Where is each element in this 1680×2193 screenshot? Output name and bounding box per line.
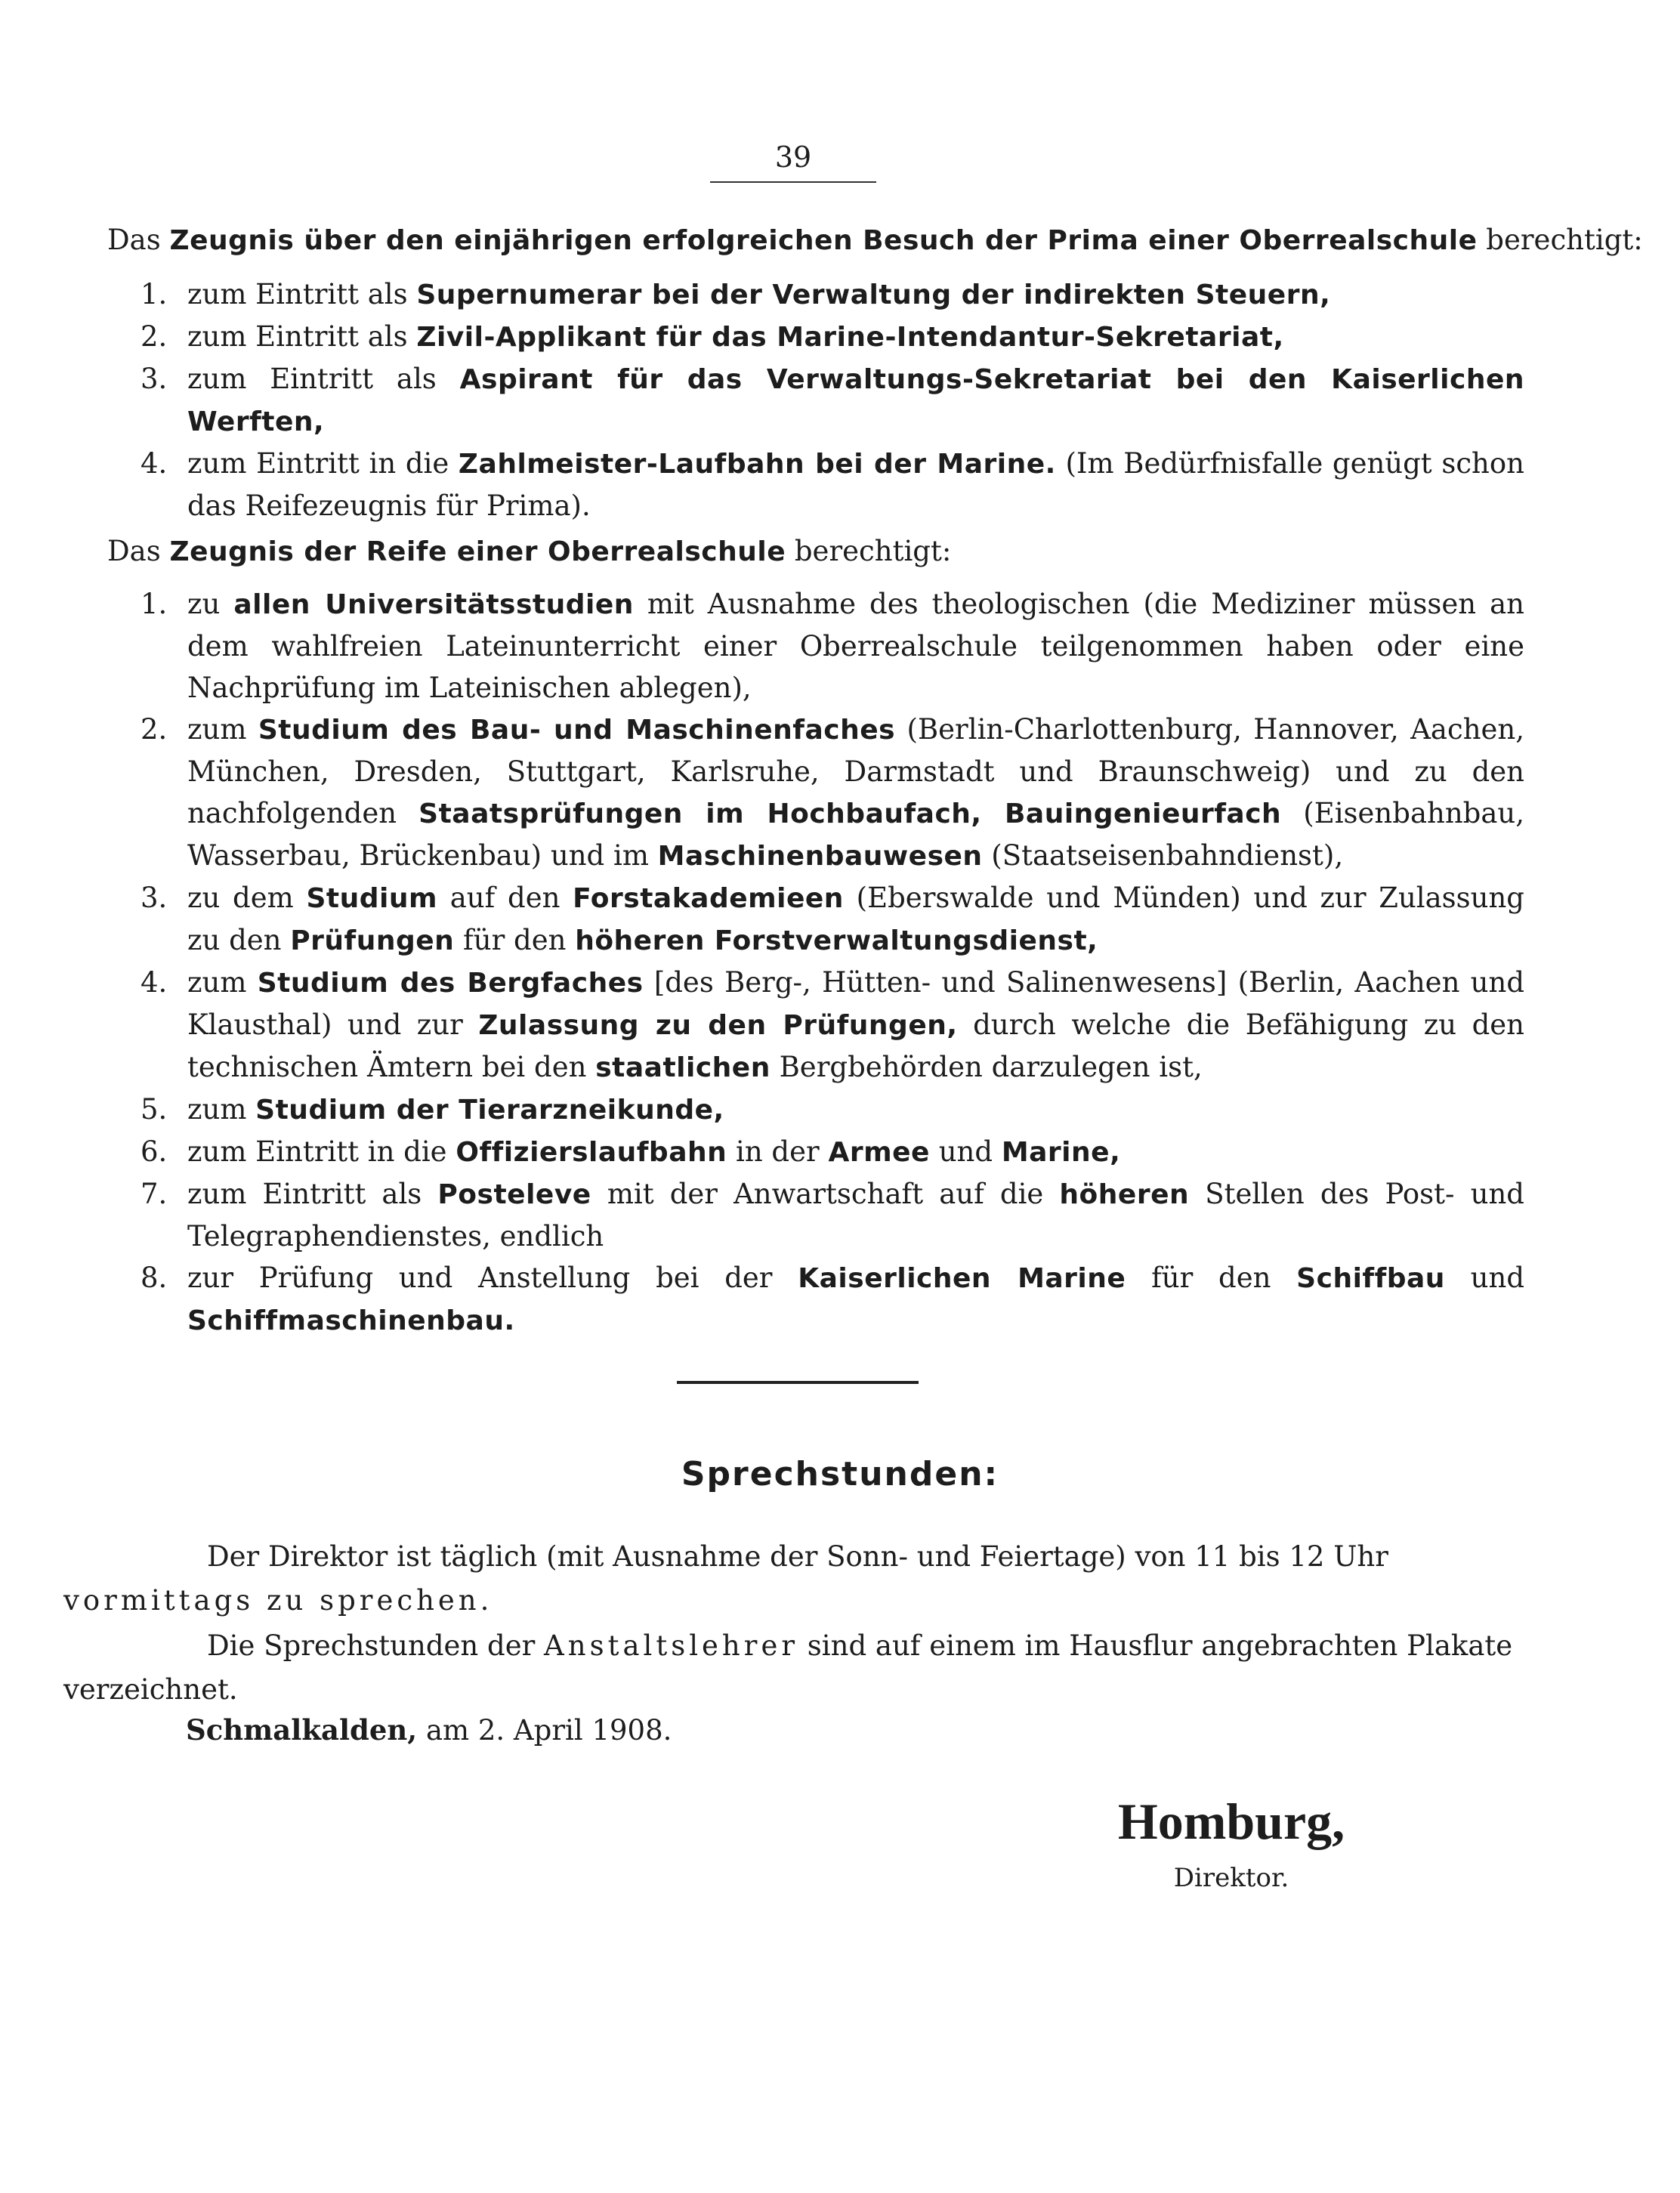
list-item [141, 1173, 1524, 1257]
list-item-text: (Eberswalde und Münden) und zur Zulassung zu den [187, 882, 1524, 956]
list-item-bold-text: Kaiserlichen Marine [798, 1263, 1126, 1294]
list-item-text: zum Eintritt als [187, 320, 417, 353]
list-item-text: mit der Anwartschaft auf die [591, 1178, 1060, 1210]
list-item-bold-text: höheren Forstverwaltungsdienst, [575, 925, 1098, 956]
list-item-bold-text: Studium [306, 883, 437, 914]
office-hours-heading: Sprechstunden: [681, 1455, 999, 1493]
section2-intro [107, 530, 1524, 573]
list-item-text: zum Eintritt als [187, 363, 460, 395]
list-item-number: 8. [141, 1262, 168, 1294]
list-item-text: Bergbehörden darzulegen ist, [770, 1051, 1203, 1083]
list-item-number: 4. [141, 447, 168, 480]
list-item-text: in der [727, 1135, 829, 1168]
list-item [141, 1131, 1524, 1173]
list-item-text: und [1444, 1262, 1525, 1294]
office-hours-text: Anstaltslehrer [544, 1629, 799, 1662]
page-number: 39 [710, 141, 876, 183]
list-item-text: für den [1126, 1262, 1297, 1294]
place-date [186, 1713, 672, 1747]
office-hours-paragraph-2 [63, 1624, 1524, 1712]
section1-intro [107, 219, 1643, 261]
list-item-number: 1. [141, 588, 168, 620]
office-hours-text: Die Sprechstunden der [207, 1629, 545, 1662]
office-hours-paragraph-1 [63, 1535, 1524, 1623]
list-item-text: (Berlin-Charlottenburg, Hannover, Aachen, München, Dresden, Stuttgart, Karlsruhe, Darmstadt und Braunschweig) und zu den nachfolgenden [187, 713, 1525, 829]
list-item-text: durch welche die Befähigung zu den technischen Ämtern bei den [187, 1008, 1525, 1083]
list-item [141, 709, 1524, 877]
section1-list [141, 273, 1524, 527]
signature-role: Direktor. [1173, 1863, 1289, 1893]
list-item-bold-text: Armee [828, 1137, 930, 1168]
list-item [141, 962, 1524, 1089]
list-item-number: 3. [141, 882, 168, 914]
intro-bold: Zeugnis der Reife einer Oberrealschule [169, 536, 786, 567]
list-item-bold-text: Offizierslaufbahn [456, 1137, 727, 1168]
list-item-text: zu dem [187, 882, 307, 914]
list-item-text: zum [187, 1093, 256, 1126]
list-item-text: auf den [437, 882, 573, 914]
list-item-text: (Eisenbahnbau, Wasserbau, Brückenbau) und im [187, 797, 1524, 872]
list-item-bold-text: Studium des Bau- und Maschinenfaches [258, 715, 896, 746]
list-item-bold-text: Posteleve [437, 1179, 591, 1210]
list-item-text: (Staatseisenbahndienst), [982, 839, 1344, 872]
list-item-bold-text: Staatsprüfungen im Hochbaufach, Bauingenieurfach [418, 798, 1282, 829]
section2-list [141, 583, 1524, 1342]
list-item-number: 7. [141, 1178, 168, 1210]
list-item-bold-text: Maschinenbauwesen [657, 841, 983, 872]
list-item [141, 443, 1524, 527]
list-item-text: (Im Bedürfnisfalle genügt schon das Reifezeugnis für Prima). [187, 447, 1524, 522]
list-item-text: Stellen des Post- und Telegraphendienstes, endlich [187, 1178, 1524, 1252]
list-item-text: zum Eintritt als [187, 278, 417, 310]
list-item-bold-text: Zahlmeister-Laufbahn bei der Marine. [458, 449, 1056, 480]
list-item [141, 358, 1524, 443]
list-item-number: 3. [141, 363, 168, 395]
list-item-bold-text: Studium des Bergfaches [257, 968, 644, 999]
list-item [141, 316, 1524, 358]
list-item-number: 5. [141, 1093, 168, 1126]
list-item [141, 877, 1524, 962]
list-item [141, 1257, 1524, 1342]
list-item-bold-text: Marine, [1001, 1137, 1121, 1168]
office-hours-text: Der Direktor ist täglich (mit Ausnahme der Sonn- und Feiertage) von 11 bis 12 Uhr [207, 1540, 1388, 1573]
office-hours-text: sind auf einem im Hausflur angebrachten Plakate verzeichnet. [63, 1629, 1513, 1706]
intro-pre: Das [107, 535, 170, 567]
list-item-number: 4. [141, 966, 168, 999]
list-item-bold-text: Schiffmaschinenbau. [187, 1305, 515, 1336]
list-item-text: zum Eintritt in die [187, 1135, 456, 1168]
list-item-number: 1. [141, 278, 168, 310]
list-item-text: mit Ausnahme des theologischen (die Mediziner müssen an dem wahlfreien Lateinunterricht einer Oberrealschule teilgenommen haben oder eine Nachprüfung im Lateinischen ablegen), [187, 588, 1524, 704]
list-item-text: zum [187, 966, 258, 999]
list-item-bold-text: höheren [1059, 1179, 1190, 1210]
list-item-text: zum Eintritt in die [187, 447, 459, 480]
list-item-bold-text: Forstakademieen [573, 883, 844, 914]
signature-name: Homburg, [1117, 1793, 1345, 1850]
list-item-bold-text: Aspirant für das Verwaltungs-Sekretariat bei den Kaiserlichen Werften, [187, 364, 1524, 437]
list-item-bold-text: Zivil-Applikant für das Marine-Intendantur-Sekretariat, [416, 322, 1284, 353]
intro-bold: Zeugnis über den einjährigen erfolgreichen Besuch der Prima einer Oberrealschule [169, 225, 1478, 256]
intro-post: berechtigt: [786, 535, 952, 567]
list-item [141, 1089, 1524, 1131]
list-item-bold-text: staatlichen [595, 1052, 771, 1083]
list-item-text: zum Eintritt als [187, 1178, 438, 1210]
office-hours-text: vormittags zu sprechen. [63, 1584, 493, 1617]
list-item-number: 2. [141, 713, 168, 746]
list-item-bold-text: Prüfungen [290, 925, 455, 956]
intro-pre: Das [107, 224, 170, 256]
divider-rule [677, 1381, 919, 1384]
list-item-bold-text: Schiffbau [1296, 1263, 1445, 1294]
list-item [141, 583, 1524, 709]
list-item-text: zur Prüfung und Anstellung bei der [187, 1262, 798, 1294]
date: am 2. April 1908. [417, 1714, 672, 1747]
list-item-number: 6. [141, 1135, 168, 1168]
list-item-bold-text: allen Universitätsstudien [233, 589, 634, 620]
list-item-text: zu [187, 588, 234, 620]
list-item-text: zum [187, 713, 258, 746]
list-item-bold-text: Zulassung zu den Prüfungen, [478, 1010, 958, 1041]
list-item [141, 273, 1524, 316]
list-item-text: [des Berg-, Hütten- und Salinenwesens] (Berlin, Aachen und Klausthal) und zur [187, 966, 1525, 1041]
list-item-bold-text: Supernumerar bei der Verwaltung der indirekten Steuern, [416, 280, 1331, 310]
intro-post: berechtigt: [1477, 224, 1643, 256]
place: Schmalkalden, [186, 1713, 418, 1747]
list-item-text: für den [454, 924, 576, 956]
list-item-number: 2. [141, 320, 168, 353]
list-item-bold-text: Studium der Tierarzneikunde, [255, 1095, 724, 1126]
list-item-text: und [929, 1135, 1002, 1168]
